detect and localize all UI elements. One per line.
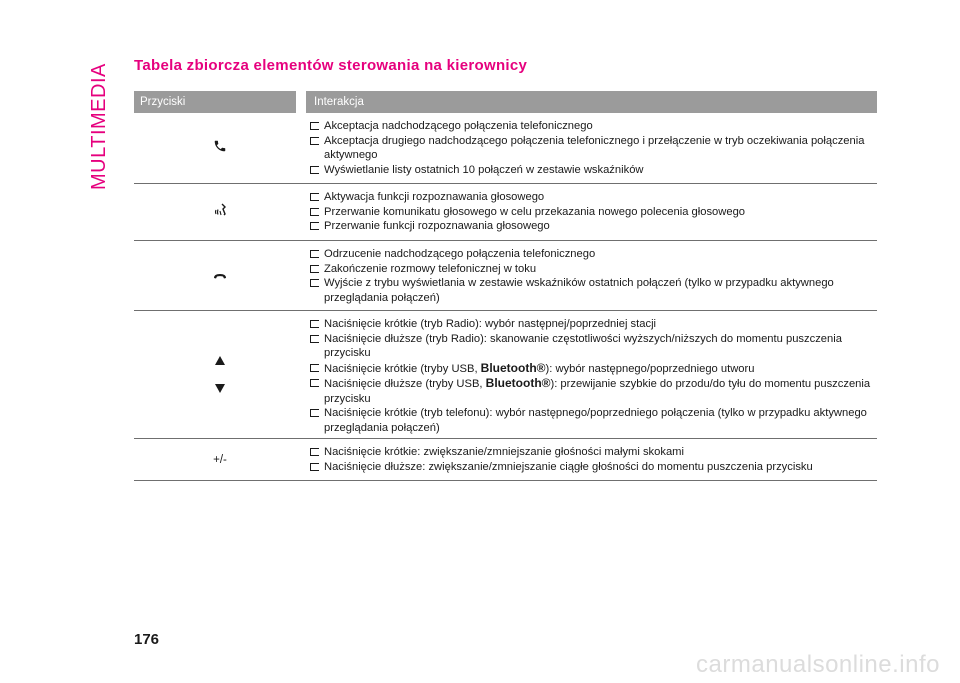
volume-plus-minus-label: +/- [213, 453, 227, 466]
header-interaction: Interakcja [306, 91, 877, 113]
header-buttons: Przyciski [134, 91, 296, 113]
list-item: Akceptacja nadchodzącego połączenia telefonicznego [310, 119, 877, 134]
list-item: Zakończenie rozmowy telefonicznej w toku [310, 262, 877, 277]
table-header [134, 91, 877, 113]
phone-icon [213, 139, 227, 158]
list-item: Wyjście z trybu wyświetlania w zestawie wskaźników ostatnich połączeń (tylko w przypadku aktywnego przeglądania połączeń) [310, 276, 877, 305]
bullet-icon [310, 320, 319, 328]
list-item: Naciśnięcie krótkie (tryb telefonu): wybór następnego/poprzedniego połączenia (tylko w przypadku aktywnego przeglądania połączeń) [310, 406, 877, 435]
table-row [134, 113, 877, 184]
list-item: Akceptacja drugiego nadchodzącego połączenia telefonicznego i przełączenie w tryb oczekiwania połączenia aktywnego [310, 134, 877, 163]
bluetooth-label: Bluetooth® [485, 376, 551, 390]
bullet-icon [310, 122, 319, 130]
up-arrow-icon [215, 352, 225, 370]
controls-table [134, 91, 877, 481]
bullet-icon [310, 364, 319, 372]
page-number: 176 [134, 631, 160, 648]
list-item: Przerwanie komunikatu głosowego w celu przekazania nowego polecenia głosowego [310, 205, 877, 220]
bullet-icon [310, 335, 319, 343]
table-row [134, 311, 877, 439]
bullet-icon [310, 279, 319, 287]
watermark[interactable]: carmanualsonline.info [696, 651, 940, 678]
table-row [134, 184, 877, 241]
table-row [134, 439, 877, 481]
list-item: Przerwanie funkcji rozpoznawania głosowego [310, 219, 877, 234]
list-item: Wyświetlanie listy ostatnich 10 połączeń w zestawie wskaźników [310, 163, 877, 178]
bullet-icon [310, 137, 319, 145]
list-item: Naciśnięcie krótkie (tryby USB, Bluetooth®): wybór następnego/poprzedniego utworu [310, 361, 877, 377]
bullet-icon [310, 222, 319, 230]
bullet-icon [310, 463, 319, 471]
list-item: Naciśnięcie krótkie (tryb Radio): wybór następnej/poprzedniej stacji [310, 317, 877, 332]
bullet-icon [310, 448, 319, 456]
list-item: Naciśnięcie krótkie: zwiększanie/zmniejszanie głośności małymi skokami [310, 445, 877, 460]
bullet-icon [310, 409, 319, 417]
page-title: Tabela zbiorcza elementów sterowania na kierownicy [134, 57, 528, 74]
bullet-icon [310, 379, 319, 387]
voice-command-icon [213, 202, 227, 223]
hang-up-icon [213, 267, 227, 285]
bluetooth-label: Bluetooth® [480, 360, 546, 375]
bullet-icon [310, 265, 319, 273]
list-item: Aktywacja funkcji rozpoznawania głosowego [310, 190, 877, 205]
list-item: Naciśnięcie dłuższe (tryby USB, Bluetooth®): przewijanie szybkie do przodu/do tyłu do momentu puszczenia przycisku [310, 376, 877, 406]
list-item: Naciśnięcie dłuższe: zwiększanie/zmniejszanie ciągłe głośności do momentu puszczenia przycisku [310, 460, 877, 475]
bullet-icon [310, 193, 319, 201]
bullet-icon [310, 250, 319, 258]
table-row [134, 241, 877, 311]
list-item: Odrzucenie nadchodzącego połączenia telefonicznego [310, 247, 877, 262]
down-arrow-icon [215, 380, 225, 398]
bullet-icon [310, 166, 319, 174]
section-tab [84, 60, 114, 190]
list-item: Naciśnięcie dłuższe (tryb Radio): skanowanie częstotliwości wyższych/niższych do momentu puszczenia przycisku [310, 332, 877, 361]
section-tab-label: MULTIMEDIA [88, 63, 110, 190]
bullet-icon [310, 208, 319, 216]
